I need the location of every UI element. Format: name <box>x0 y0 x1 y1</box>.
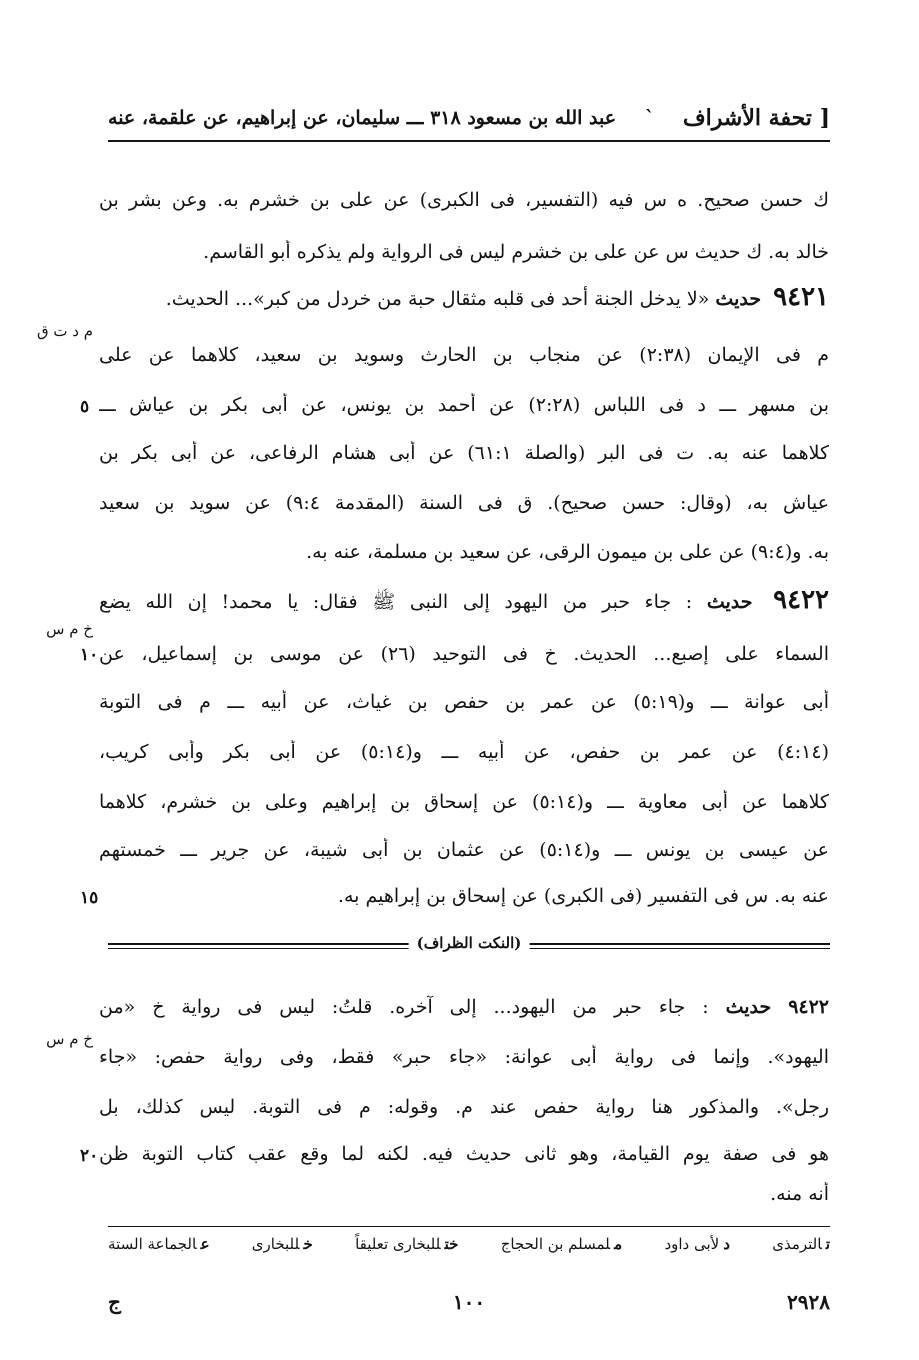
volume-number: ٢٩٢٨ <box>787 1290 830 1314</box>
main-line-4: بن مسهر ـــ د فى اللباس (٢:٢٨) عن أحمد بن يونس، عن أبى بكر بن عياش ـــ <box>99 394 829 416</box>
nukat-number: ٩٤٢٢ <box>788 996 829 1018</box>
abbreviation-item: ملمسلم بن الحجاج <box>500 1235 623 1253</box>
main-line-8: السماء على إصبع... الحديث. خ فى التوحيد (٢٦) عن موسى بن إسماعيل، عن <box>99 643 829 665</box>
main-line-7: به. و(٩:٤) عن على بن ميمون الرقى، عن سعيد بن مسلمة، عنه به. <box>306 541 829 563</box>
main-line-5: كلاهما عنه به. ت فى البر (والصلة ٦١:١) عن أبى هشام الرفاعى، عن أبى بكر بن <box>99 442 829 464</box>
main-line-3: م فى الإيمان (٢:٣٨) عن منجاب بن الحارث وسويد بن سعيد، كلاهما عن على <box>99 344 829 366</box>
nukat-line-3: رجل». والمذكور هنا رواية حفص عند م. وقوله: م فى التوبة. ليس كذلك، بل <box>99 1096 829 1118</box>
hadith-number: ٩٤٢٢ <box>773 588 829 614</box>
section-title: (النكت الظراف) <box>409 934 530 952</box>
abbreviation-item: دلأبى داود <box>664 1235 730 1253</box>
hadith-text: «لا يدخل الجنة أحد فى قلبه مثقال حبة من خردل من كبر»... الحديث. <box>165 288 710 310</box>
signature-mark: ج <box>108 1290 121 1314</box>
main-line-12: عن عيسى بن يونس ـــ و(٥:١٤) عن عثمان بن أبى شيبة، عن جرير ـــ خمستهم <box>99 839 829 861</box>
main-line-11: كلاهما عن أبى معاوية ـــ و(٥:١٤) عن إسحاق بن إبراهيم وعلى بن خشرم، كلاهما <box>99 791 829 813</box>
abbreviation-item: تالترمذى <box>772 1235 830 1253</box>
hadith-9421-heading <box>99 285 829 311</box>
hadith-9422-sigla: خ م س <box>46 620 93 638</box>
abbreviation-key <box>108 1235 830 1261</box>
nukat-line-4: هو فى صفة يوم القيامة، وهو ثانى حديث فيه. لكنه لما وقع عقب كتاب التوبة ظن <box>99 1143 829 1165</box>
header-rule <box>108 140 830 142</box>
margin-line-number: ١٠ <box>80 645 99 665</box>
hadith-text: : جاء حبر من اليهود إلى النبى ﷺ فقال: يا محمد! إن الله يضع <box>99 591 693 613</box>
main-line-1: ك حسن صحيح. ه س فيه (التفسير، فى الكبرى) عن على بن خشرم به. وعن بشر بن <box>99 189 829 211</box>
page-footer <box>108 1290 830 1318</box>
hadith-word: حديث <box>715 288 762 310</box>
page-number: ١٠٠ <box>452 1290 486 1314</box>
running-header <box>108 98 830 138</box>
nukat-heading <box>99 995 829 1019</box>
hadith-9422-heading <box>99 588 829 614</box>
main-line-10: (٤:١٤) عن عمر بن حفص، عن أبيه ـــ و(٥:١٤) عن أبى بكر وأبى كريب، <box>99 741 829 763</box>
margin-line-number: ١٥ <box>80 888 99 908</box>
abbreviation-item: عالجماعة الستة <box>108 1235 210 1253</box>
nukat-line-5: أنه منه. <box>770 1183 829 1205</box>
section-divider <box>108 934 830 958</box>
nukat-sigla: خ م س <box>46 1030 93 1048</box>
header-chapter: عبد الله بن مسعود ٣١٨ ـــ سليمان، عن إبراهيم، عن علقمة، عنه <box>108 107 617 129</box>
hadith-word: حديث <box>706 591 753 613</box>
hadith-number: ٩٤٢١ <box>773 285 829 311</box>
footnote-rule <box>108 1226 830 1227</box>
nukat-word: حديث <box>725 996 772 1018</box>
main-line-13: عنه به. س فى التفسير (فى الكبرى) عن إسحاق بن إبراهيم به. <box>337 885 829 907</box>
abbreviation-item: ختللبخارى تعليقاً <box>355 1235 459 1253</box>
hadith-9421-sigla: م د ت ق <box>36 322 93 340</box>
main-line-9: أبى عوانة ـــ و(٥:١٩) عن عمر بن حفص بن غياث، عن أبيه ـــ م فى التوبة <box>99 691 829 713</box>
margin-line-number: ٢٠ <box>80 1146 99 1166</box>
header-mark: ˋ <box>644 107 655 129</box>
abbreviation-item: خللبخارى <box>251 1235 313 1253</box>
main-line-2: خالد به. ك حديث س عن على بن خشرم ليس فى الرواية ولم يذكره أبو القاسم. <box>203 241 829 263</box>
nukat-line-2: اليهود». وإنما فى رواية أبى عوانة: «جاء حبر» فقط، وفى رواية حفص: «جاء <box>99 1046 829 1068</box>
header-book-title: [ تحفة الأشراف <box>682 105 830 131</box>
main-line-6: عياش به، (وقال: حسن صحيح). ق فى السنة (المقدمة ٩:٤) عن سويد بن سعيد <box>99 492 829 514</box>
nukat-text: : جاء حبر من اليهود... إلى آخره. قلتُ: ليس فى رواية خ «من <box>99 996 709 1018</box>
margin-line-number: ٥ <box>80 397 90 417</box>
